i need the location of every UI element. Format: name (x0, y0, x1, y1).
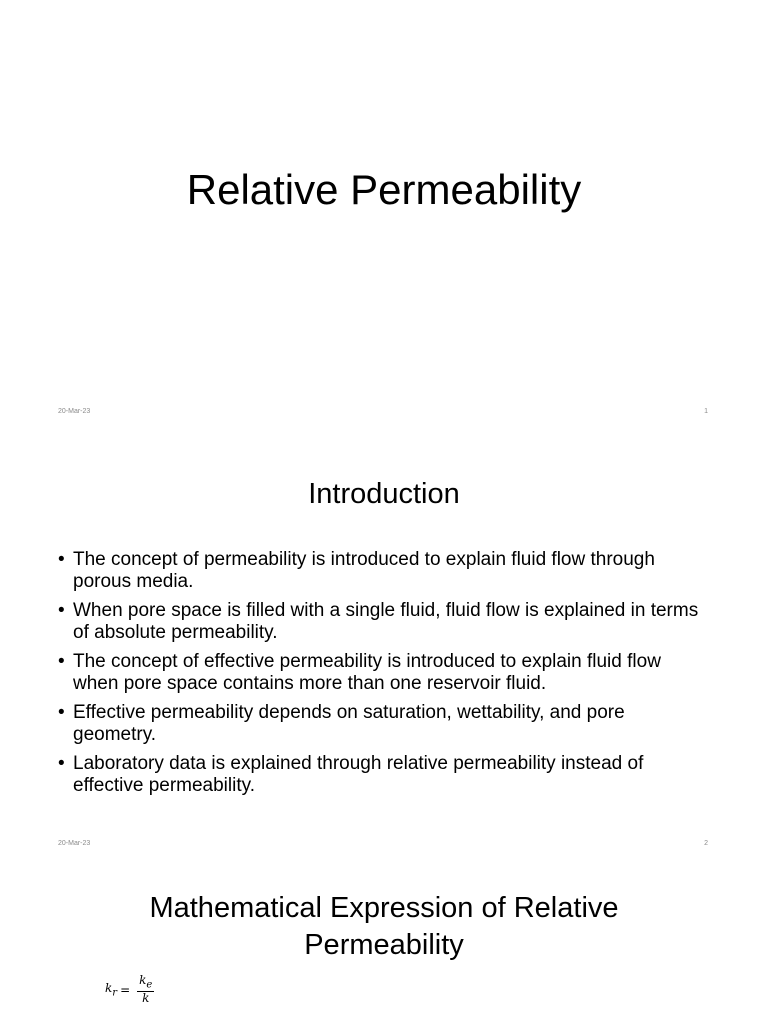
slide-title (0, 890, 768, 964)
formula-equals: = (120, 982, 131, 997)
bullet-text: The concept of permeability is introduced to explain fluid flow through porous media. (73, 549, 655, 592)
bullet-list (58, 549, 708, 804)
slide-1 (0, 0, 768, 432)
bullet-icon: • (58, 600, 65, 621)
bullet-item (58, 600, 708, 644)
slide-title-line-2: Permeability (304, 929, 464, 961)
bullet-item (58, 753, 708, 797)
bullet-item (58, 651, 708, 695)
bullet-icon: • (58, 651, 65, 672)
formula-numerator: $k_e$ (139, 973, 153, 991)
slide-2 (0, 432, 768, 864)
bullet-text: Effective permeability depends on saturation, wettability, and pore geometry. (73, 702, 625, 745)
formula-denominator: k (142, 991, 150, 1006)
relative-permeability-formula (105, 974, 154, 1005)
slide-date: 20-Mar-23 (58, 840, 91, 847)
bullet-text: Laboratory data is explained through relative permeability instead of effective permeability. (73, 753, 644, 796)
bullet-icon: • (58, 702, 65, 723)
bullet-item (58, 702, 708, 746)
bullet-text: When pore space is filled with a single fluid, fluid flow is explained in terms of absolute permeability. (73, 600, 699, 643)
bullet-item (58, 549, 708, 593)
slide-3 (0, 864, 768, 1024)
slide-title-line-1: Mathematical Expression of Relative (149, 892, 619, 924)
formula-lhs: $k_r$ (105, 981, 118, 999)
slide-date: 20-Mar-23 (58, 408, 91, 415)
slide-number: 2 (704, 840, 708, 847)
slide-title: Relative Permeability (186, 166, 582, 213)
slide-title: Introduction (308, 478, 460, 510)
bullet-icon: • (58, 549, 65, 570)
bullet-text: The concept of effective permeability is introduced to explain fluid flow when pore space contains more than one reservoir fluid. (73, 651, 661, 694)
bullet-icon: • (58, 753, 65, 774)
formula-fraction (137, 974, 154, 1005)
slide-number: 1 (704, 408, 708, 415)
